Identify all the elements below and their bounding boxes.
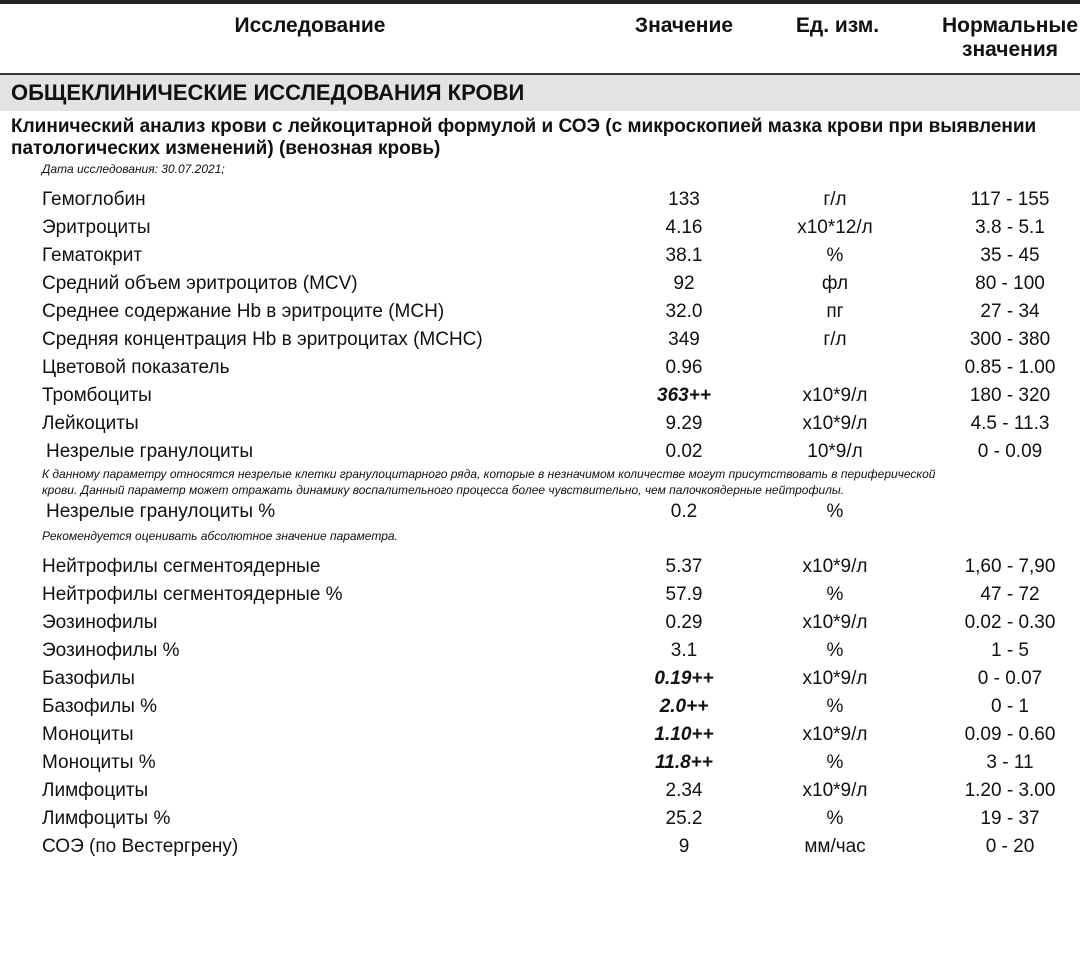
test-name: Среднее содержание Hb в эритроците (MCH) [42,301,445,322]
test-unit: % [826,752,844,773]
test-value: 4.16 [665,217,703,238]
test-unit: г/л [823,329,847,350]
test-name: Лимфоциты % [42,808,171,829]
column-header-reference [925,14,1080,62]
table-row [0,833,1080,861]
test-value: 11.8++ [655,752,713,773]
test-name: Эритроциты [42,217,151,238]
test-name: Эозинофилы [42,612,158,633]
column-header-reference-line1: Нормальные [941,14,1079,37]
top-rule [0,0,1080,4]
test-value: 0.19++ [654,668,714,689]
reference-range: 19 - 37 [980,808,1040,829]
test-unit: % [826,584,844,605]
test-unit: % [826,640,844,661]
test-unit: 10*9/л [807,441,863,462]
reference-range: 0.09 - 0.60 [964,724,1056,745]
table-row [0,214,1080,242]
column-header-study: Исследование [234,14,386,37]
table-row [0,777,1080,805]
test-unit: х10*9/л [802,385,868,406]
table-row [0,805,1080,833]
test-name: Незрелые гранулоциты [46,441,254,462]
test-value: 0.02 [665,441,703,462]
reference-range: 1,60 - 7,90 [964,556,1056,577]
test-unit: % [826,808,844,829]
study-date: Дата исследования: 30.07.2021; [42,162,225,176]
test-unit: % [826,501,844,522]
test-value: 349 [668,329,700,350]
column-header-unit: Ед. изм. [795,14,880,37]
test-name: Цветовой показатель [42,357,230,378]
table-row [0,749,1080,777]
test-name: Моноциты [42,724,134,745]
section-title: ОБЩЕКЛИНИЧЕСКИЕ ИССЛЕДОВАНИЯ КРОВИ [0,75,1080,111]
test-unit: % [826,245,844,266]
test-value: 32.0 [665,301,703,322]
test-unit: мм/час [804,836,866,857]
test-name: Моноциты % [42,752,156,773]
test-unit: х10*9/л [802,612,868,633]
test-value: 2.34 [665,780,703,801]
panel-title-line2: патологических изменений) (венозная кровь) [11,138,441,159]
test-value: 92 [673,273,695,294]
test-unit: х10*9/л [802,413,868,434]
reference-range: 3 - 11 [986,752,1034,773]
note-absolute-value: Рекомендуется оценивать абсолютное значение параметра. [42,529,398,543]
test-value: 0.29 [665,612,703,633]
reference-range: 80 - 100 [975,273,1045,294]
table-row [0,186,1080,214]
test-name: Лимфоциты [42,780,149,801]
test-name: Средний объем эритроцитов (MCV) [42,273,358,294]
table-row [0,298,1080,326]
test-value: 0.96 [665,357,703,378]
table-row [0,609,1080,637]
reference-range: 117 - 155 [970,189,1050,210]
test-unit: х10*12/л [797,217,873,238]
reference-range: 0.85 - 1.00 [964,357,1056,378]
table-row [0,242,1080,270]
test-value: 363++ [657,385,711,406]
reference-range: 0 - 20 [985,836,1035,857]
test-value: 0.2 [670,501,698,522]
test-name: Незрелые гранулоциты % [46,501,276,522]
test-name: Тромбоциты [42,385,152,406]
table-row [0,410,1080,438]
table-row [0,581,1080,609]
reference-range: 1 - 5 [990,640,1030,661]
reference-range: 0 - 0.07 [977,668,1043,689]
test-name: СОЭ (по Вестергрену) [42,836,239,857]
test-value: 38.1 [665,245,703,266]
note-immature-granulocytes-line1: К данному параметру относятся незрелые клетки гранулоцитарного ряда, которые в незначимом количестве могут присутствовать в периферической [42,467,936,481]
test-name: Нейтрофилы сегментоядерные [42,556,321,577]
test-value: 133 [668,189,700,210]
table-row [0,637,1080,665]
reference-range: 47 - 72 [980,584,1040,605]
test-name: Гематокрит [42,245,143,266]
reference-range: 4.5 - 11.3 [970,413,1050,434]
table-row [0,721,1080,749]
note-immature-granulocytes-line2: крови. Данный параметр может отражать динамику воспалительного процесса более чувствительно, чем палочкоядерные нейтрофилы. [42,483,845,497]
table-row [0,354,1080,382]
reference-range: 1.20 - 3.00 [964,780,1056,801]
test-unit: х10*9/л [802,556,868,577]
reference-range: 300 - 380 [969,329,1051,350]
reference-range: 180 - 320 [969,385,1051,406]
test-value: 1.10++ [654,724,714,745]
table-row [0,693,1080,721]
test-value: 2.0++ [659,696,709,717]
test-value: 9 [678,836,690,857]
test-name: Эозинофилы % [42,640,180,661]
test-name: Базофилы % [42,696,158,717]
test-value: 9.29 [665,413,703,434]
reference-range: 3.8 - 5.1 [975,217,1045,238]
reference-range: 27 - 34 [980,301,1040,322]
column-header-reference-line2: значения [962,38,1058,61]
table-row [0,326,1080,354]
test-unit: пг [826,301,844,322]
reference-range: 0 - 0.09 [977,441,1043,462]
table-row [0,498,1080,526]
column-header-value: Значение [634,14,734,37]
test-name: Базофилы [42,668,135,689]
table-row [0,665,1080,693]
table-row [0,270,1080,298]
test-value: 25.2 [665,808,703,829]
test-unit: фл [821,273,849,294]
test-name: Нейтрофилы сегментоядерные % [42,584,343,605]
reference-range: 35 - 45 [980,245,1040,266]
table-row [0,553,1080,581]
test-unit: х10*9/л [802,668,868,689]
reference-range: 0 - 1 [990,696,1030,717]
panel-title [11,116,1076,160]
test-unit: х10*9/л [802,724,868,745]
panel-title-line1: Клинический анализ крови с лейкоцитарной формулой и СОЭ (с микроскопией мазка крови при выявлении [11,116,1037,137]
test-unit: г/л [823,189,847,210]
reference-range: 0.02 - 0.30 [964,612,1056,633]
test-value: 5.37 [665,556,703,577]
test-unit: % [826,696,844,717]
test-name: Гемоглобин [42,189,146,210]
test-name: Лейкоциты [42,413,139,434]
test-name: Средняя концентрация Hb в эритроцитах (MCHC) [42,329,483,350]
table-row [0,438,1080,466]
test-value: 57.9 [665,584,703,605]
test-value: 3.1 [670,640,698,661]
table-row [0,382,1080,410]
test-unit: х10*9/л [802,780,868,801]
